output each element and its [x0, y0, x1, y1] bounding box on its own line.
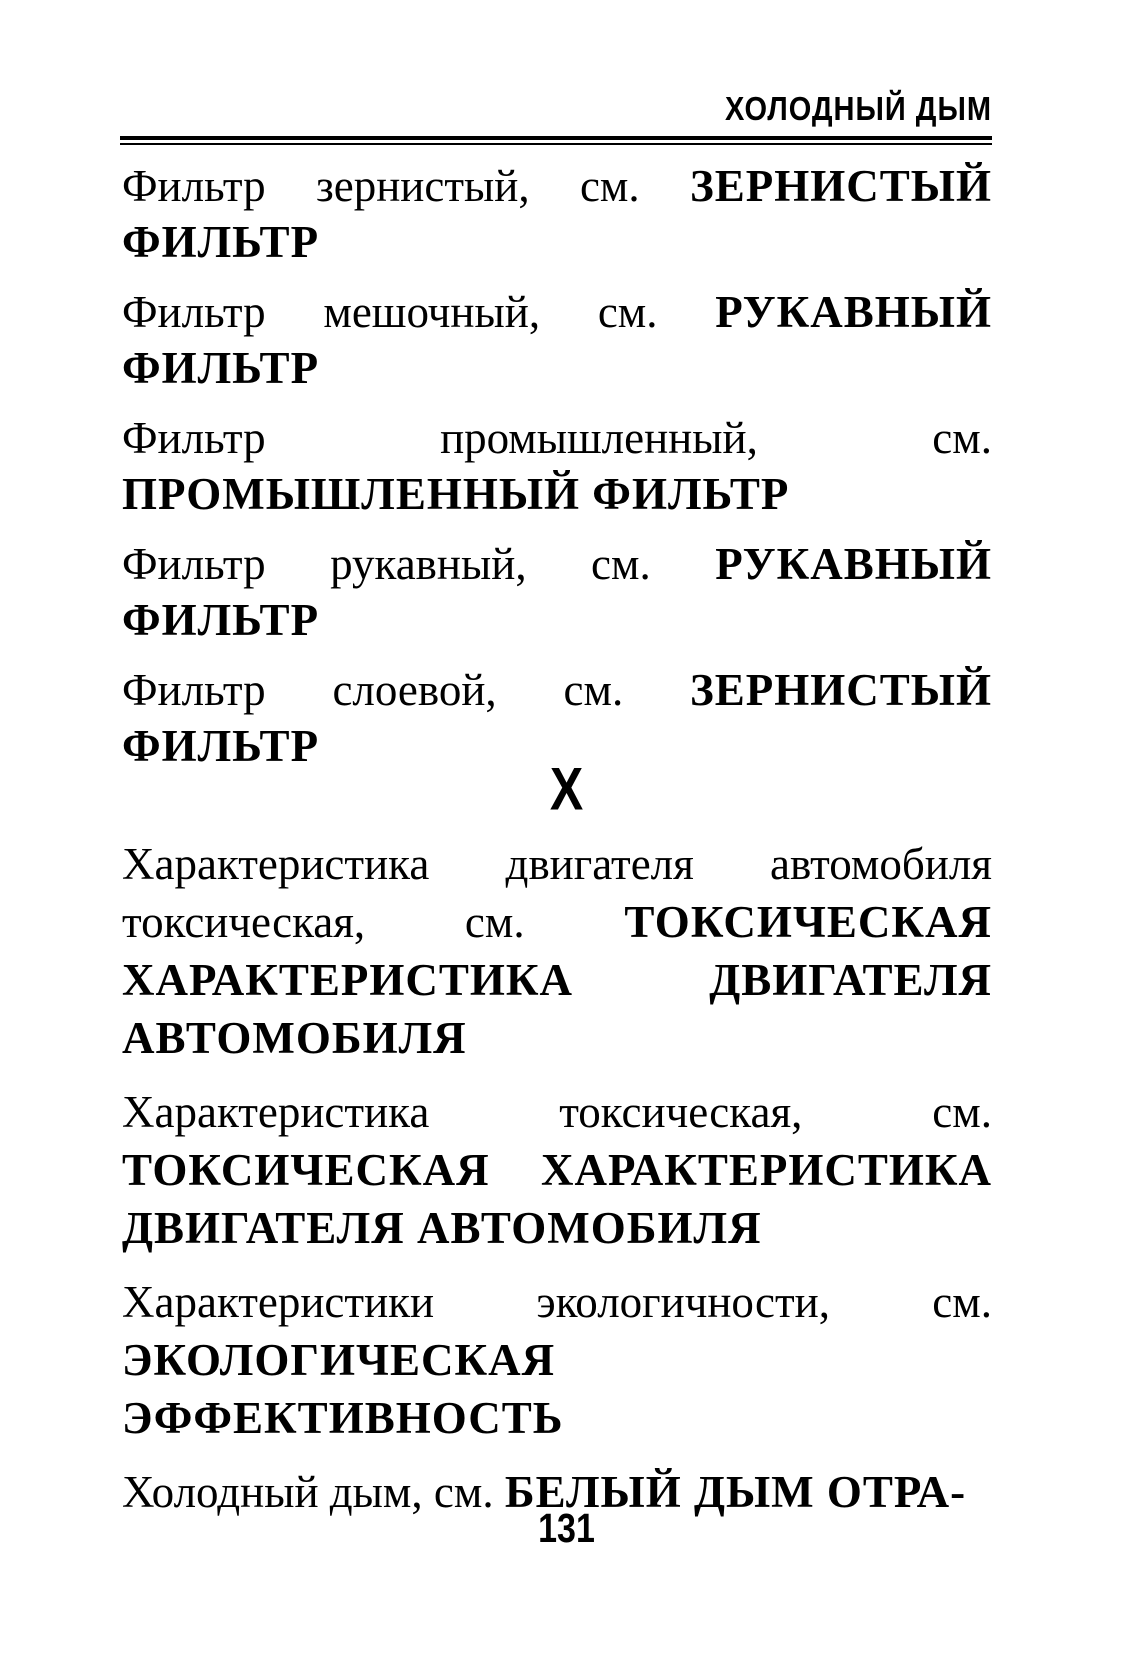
entry-reference: ТОКСИЧЕСКАЯ ХАРАКТЕРИСТИКА ДВИГАТЕЛЯ АВТОМОБИЛЯ	[122, 897, 992, 1063]
entry-reference: ЭКОЛОГИЧЕСКАЯ ЭФФЕКТИВНОСТЬ	[122, 1335, 564, 1443]
entry-term: Характеристики экологичности, см.	[122, 1277, 992, 1327]
header-rule-thick	[120, 136, 992, 140]
glossary-entry	[122, 410, 992, 522]
entry-reference: БЕЛЫЙ ДЫМ ОТРА-	[504, 1467, 967, 1517]
entry-term: Характеристика двигателя автомобиля токсическая, см.	[122, 839, 992, 947]
entries-list-x	[122, 835, 992, 1537]
glossary-entry	[122, 536, 992, 648]
page-number: 131	[538, 1506, 595, 1552]
section-letter-heading: Х	[549, 755, 584, 823]
glossary-entry	[122, 835, 992, 1067]
entry-term: Фильтр мешочный, см.	[122, 287, 716, 337]
glossary-entry	[122, 1083, 992, 1257]
entry-term: Характеристика токсическая, см.	[122, 1087, 992, 1137]
entry-reference: ЗЕРНИСТЫЙ ФИЛЬТР	[122, 161, 992, 267]
glossary-entry	[122, 158, 992, 270]
entry-reference: РУКАВНЫЙ ФИЛЬТР	[122, 287, 992, 393]
running-head: ХОЛОДНЫЙ ДЫМ	[724, 91, 992, 128]
entry-term: Фильтр слоевой, см.	[122, 665, 691, 715]
glossary-entry	[122, 1273, 992, 1447]
entry-reference: ЗЕРНИСТЫЙ ФИЛЬТР	[122, 665, 992, 771]
entry-term: Холодный дым, см.	[122, 1467, 505, 1517]
entry-reference: ТОКСИЧЕСКАЯ ХАРАКТЕРИСТИКА ДВИГАТЕЛЯ АВТОМОБИЛЯ	[122, 1145, 992, 1253]
entry-term: Фильтр зернистый, см.	[122, 161, 691, 211]
entry-reference: ПРОМЫШЛЕННЫЙ ФИЛЬТР	[122, 469, 790, 519]
entry-term: Фильтр рукавный, см.	[122, 539, 716, 589]
glossary-entry	[122, 284, 992, 396]
header-rule-thin	[120, 143, 992, 145]
entry-term: Фильтр промышленный, см.	[122, 413, 992, 463]
entry-reference: РУКАВНЫЙ ФИЛЬТР	[122, 539, 992, 645]
entries-list-f	[122, 158, 992, 788]
